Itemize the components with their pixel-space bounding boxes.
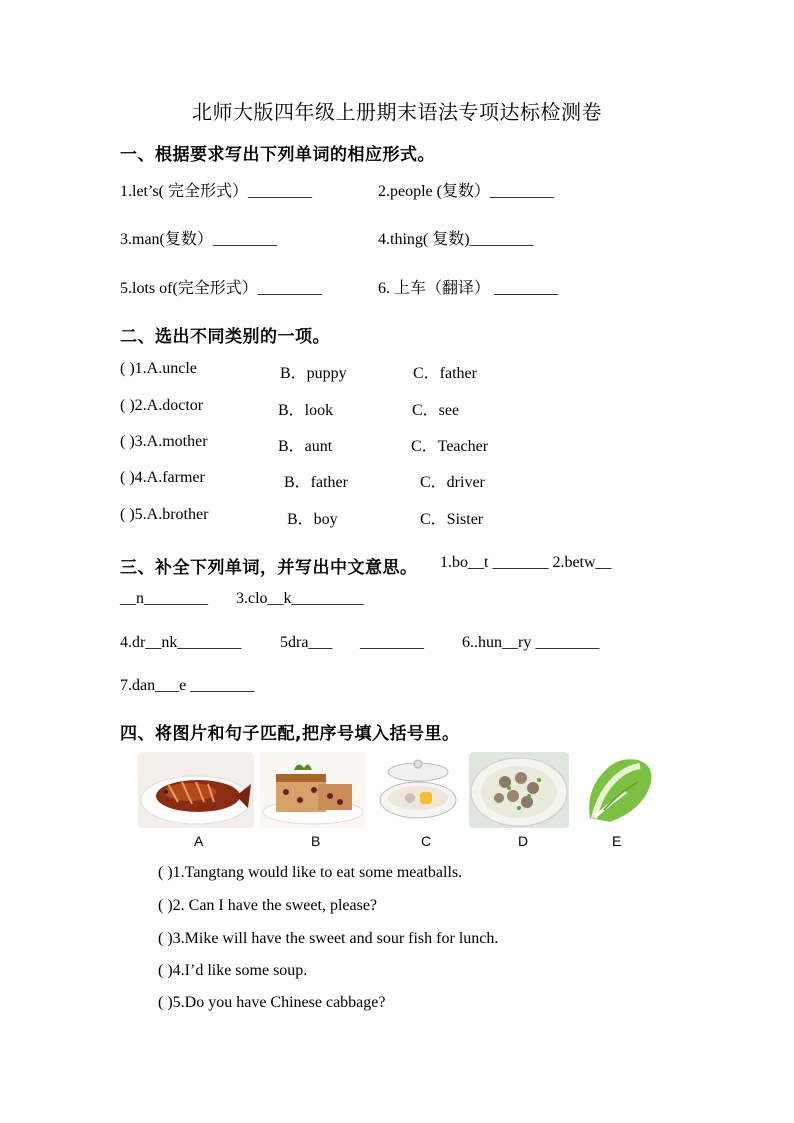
part4-sentence-3: ( )3.Mike will have the sweet and sour fish for lunch.	[158, 930, 499, 947]
fish-dish-image	[138, 752, 254, 828]
part1-q1: 1.let’s( 完全形式）________	[120, 183, 312, 200]
part2-row2-b: B．look	[278, 402, 334, 419]
part2-row5-c: C．Sister	[420, 511, 484, 528]
section-1-heading: 一、根据要求写出下列单词的相应形式。	[120, 145, 435, 165]
part2-row2-c: C．see	[412, 402, 460, 419]
part2-row4-c: C．driver	[420, 474, 485, 491]
part2-row5-b: B．boy	[287, 511, 338, 528]
part2-row1-a: ( )1.A.uncle	[120, 360, 197, 377]
part1-q4: 4.thing( 复数)________	[378, 231, 534, 248]
part3-line3a: 4.dr__nk________	[120, 634, 242, 651]
part2-row1-c: C．father	[413, 365, 477, 382]
chinese-cabbage-image	[580, 752, 658, 828]
part2-row3-b: B．aunt	[278, 438, 333, 455]
part2-row3-a: ( )3.A.mother	[120, 433, 208, 450]
part3-line3b: 5dra___	[280, 634, 333, 651]
cake-image	[260, 752, 366, 828]
part3-line2a: __n________	[120, 590, 208, 607]
section-3-heading: 三、补全下列单词，并写出中文意思。	[120, 558, 418, 578]
part2-row4-a: ( )4.A.farmer	[120, 469, 205, 486]
part2-row3-c: C．Teacher	[411, 438, 489, 455]
part3-line4: 7.dan___e ________	[120, 677, 255, 694]
part1-q3: 3.man(复数）________	[120, 231, 277, 248]
section-2-heading: 二、选出不同类别的一项。	[120, 327, 330, 347]
picture-label-a: A	[194, 833, 204, 849]
picture-label-e: E	[612, 833, 622, 849]
section-4-heading: 四、将图片和句子匹配,把序号填入括号里。	[120, 724, 460, 744]
part2-row2-a: ( )2.A.doctor	[120, 397, 204, 414]
part1-q2: 2.people (复数）________	[378, 183, 554, 200]
part3-line1: 1.bo__t _______ 2.betw__	[440, 554, 612, 571]
part3-line2b: 3.clo__k_________	[236, 590, 364, 607]
picture-label-d: D	[518, 833, 529, 849]
part3-line3d: 6..hun__ry ________	[462, 634, 600, 651]
part4-sentence-1: ( )1.Tangtang would like to eat some meatballs.	[158, 864, 463, 881]
meatball-soup-image	[469, 752, 569, 828]
part4-sentence-2: ( )2. Can I have the sweet, please?	[158, 897, 378, 914]
picture-label-b: B	[311, 833, 321, 849]
part4-sentence-5: ( )5.Do you have Chinese cabbage?	[158, 994, 386, 1011]
part2-row5-a: ( )5.A.brother	[120, 506, 209, 523]
part2-row1-b: B．puppy	[280, 365, 347, 382]
part2-row4-b: B．father	[284, 474, 348, 491]
part1-q5: 5.lots of(完全形式）________	[120, 280, 322, 297]
picture-label-c: C	[421, 833, 432, 849]
part1-q6: 6. 上车（翻译） ________	[378, 280, 559, 297]
page-title: 北师大版四年级上册期末语法专项达标检测卷	[192, 102, 602, 124]
part3-line3c: ________	[360, 634, 424, 651]
soup-bowl-image	[372, 752, 464, 828]
part4-sentence-4: ( )4.I’d like some soup.	[158, 962, 308, 979]
